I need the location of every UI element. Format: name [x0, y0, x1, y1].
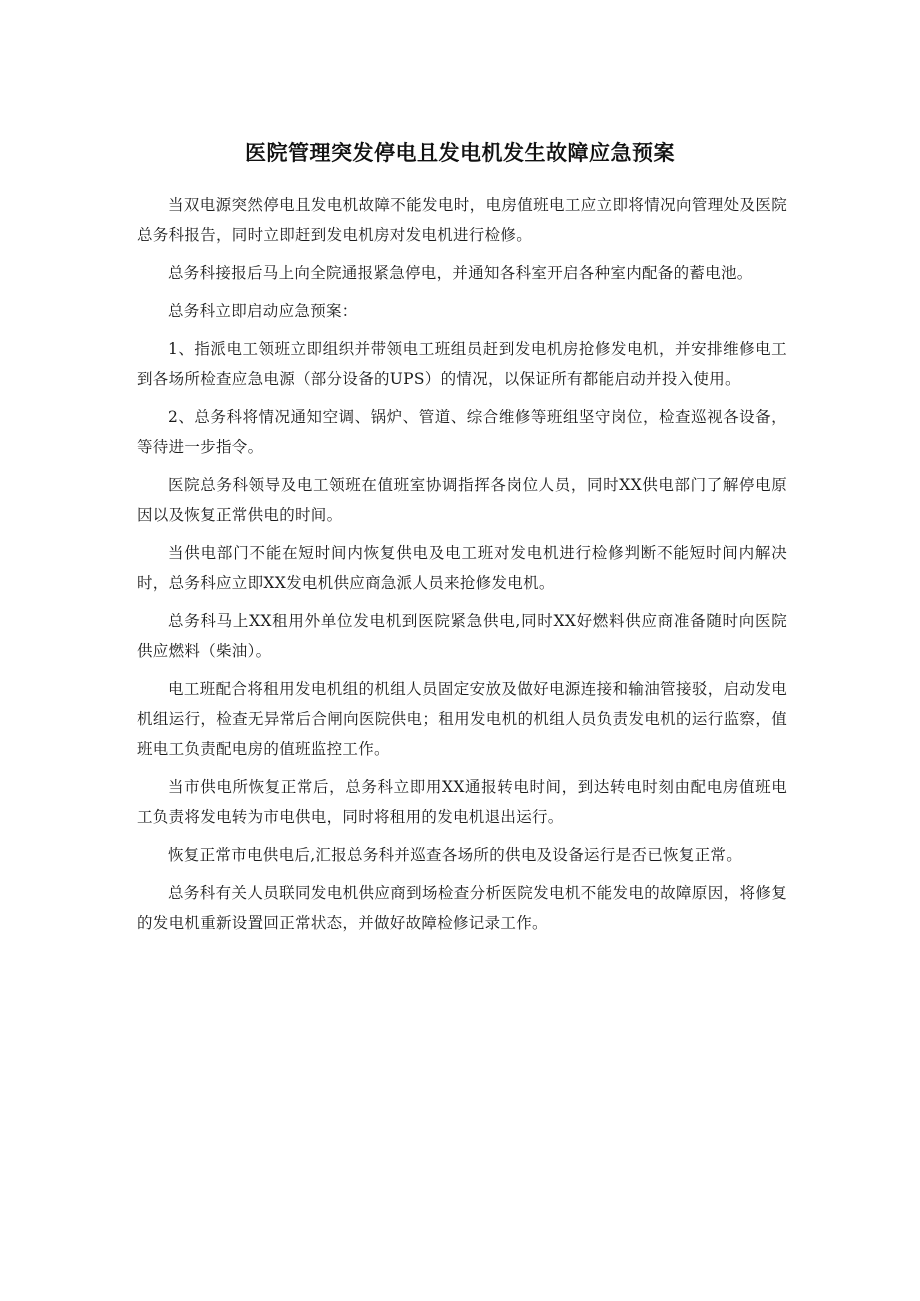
paragraph-start-plan: 总务科立即启动应急预案： [168, 302, 358, 320]
paragraph-restore-power: 当市供电所恢复正常后，总务科立即用XX通报转电时间，到达转电时刻由配电房值班电工负责将发电转为市电供电，同时将租用的发电机退出运行。 [137, 778, 787, 826]
paragraph-contact-supplier: 当供电部门不能在短时间内恢复供电及电工班对发电机进行检修判断不能短时间内解决时，总务科应立即XX发电机供应商急派人员来抢修发电机。 [137, 544, 787, 592]
paragraph-step-1: 1、指派电工领班立即组织并带领电工班组员赶到发电机房抢修发电机，并安排维修电工到各场所检查应急电源（部分设备的UPS）的情况，以保证所有都能启动并投入使用。 [137, 340, 787, 388]
paragraph-inspect: 恢复正常市电供电后,汇报总务科并巡查各场所的供电及设备运行是否已恢复正常。 [168, 846, 743, 864]
paragraph-report-outage: 当双电源突然停电且发电机故障不能发电时，电房值班电工应立即将情况向管理处及医院总务科报告，同时立即赶到发电机房对发电机进行检修。 [137, 196, 787, 244]
paragraph-rent-generator: 总务科马上XX租用外单位发电机到医院紧急供电,同时XX好燃料供应商准备随时向医院供应燃料（柴油）。 [137, 612, 787, 660]
document-body [137, 190, 787, 946]
document-title: 医院管理突发停电且发电机发生故障应急预案 [245, 141, 675, 165]
paragraph-step-2: 2、总务科将情况通知空调、锅炉、管道、综合维修等班组坚守岗位，检查巡视各设备，等待进一步指令。 [137, 408, 787, 456]
paragraph-connect-generator: 电工班配合将租用发电机组的机组人员固定安放及做好电源连接和输油管接驳，启动发电机组运行，检查无异常后合闸向医院供电；租用发电机的机组人员负责发电机的运行监察，值班电工负责配电房的值班监控工作。 [137, 680, 787, 758]
paragraph-notify-hospital: 总务科接报后马上向全院通报紧急停电，并通知各科室开启各种室内配备的蓄电池。 [168, 264, 753, 282]
paragraph-coordinate: 医院总务科领导及电工领班在值班室协调指挥各岗位人员，同时XX供电部门了解停电原因以及恢复正常供电的时间。 [137, 476, 787, 524]
paragraph-repair-record: 总务科有关人员联同发电机供应商到场检查分析医院发电机不能发电的故障原因，将修复的发电机重新设置回正常状态，并做好故障检修记录工作。 [137, 884, 787, 932]
